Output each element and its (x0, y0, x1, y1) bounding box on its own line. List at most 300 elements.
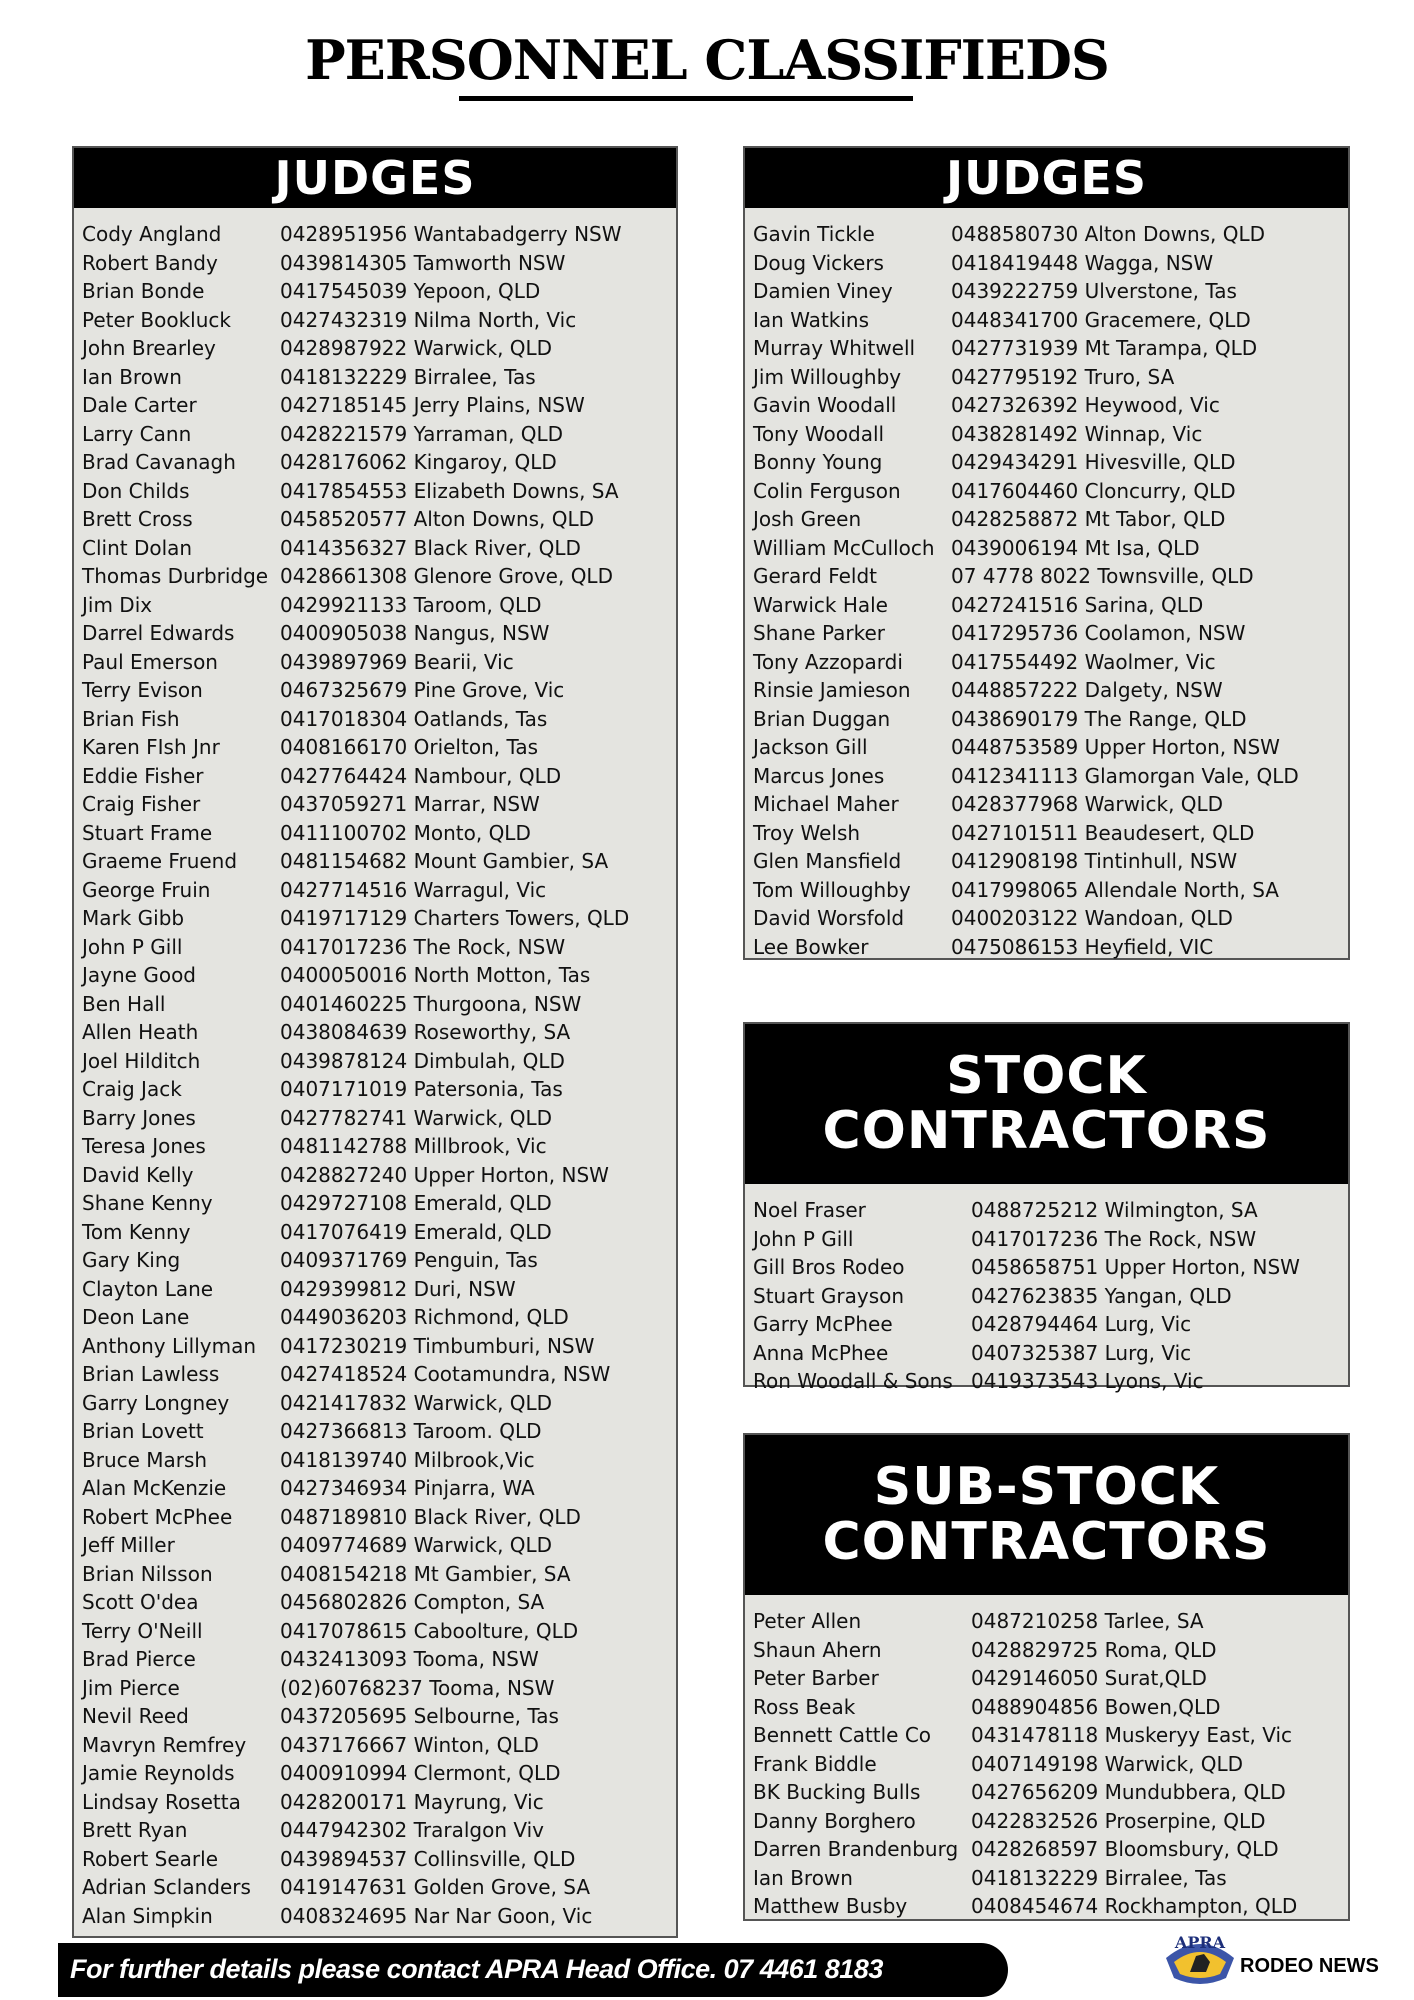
contact-name: Teresa Jones (82, 1134, 206, 1159)
contact-phone-location: 0429399812 Duri, NSW (280, 1276, 516, 1301)
contact-phone-location: 0428221579 Yarraman, QLD (280, 421, 564, 446)
contact-name: Ron Woodall & Sons (753, 1369, 953, 1394)
list-item (74, 648, 676, 677)
contact-phone-location: 0427101511 Beaudesert, QLD (951, 820, 1255, 845)
list-item (745, 733, 1348, 762)
page-title: PERSONNEL CLASSIFIEDS (305, 28, 1109, 92)
list-item (74, 676, 676, 705)
contact-name: Peter Bookluck (82, 307, 231, 332)
contact-name: Brian Fish (82, 706, 180, 731)
contact-name: Jamie Reynolds (82, 1761, 235, 1786)
contact-name: Stuart Grayson (753, 1283, 905, 1308)
contact-name: Paul Emerson (82, 649, 218, 674)
contact-name: Tom Willoughby (753, 877, 911, 902)
contact-name: Dale Carter (82, 393, 197, 418)
contact-phone-location: 0427731939 Mt Tarampa, QLD (951, 336, 1258, 361)
contact-name: Eddie Fisher (82, 763, 204, 788)
list-item (74, 1788, 676, 1817)
contact-phone-location: 0437059271 Marrar, NSW (280, 792, 540, 817)
contact-phone-location: 0439894537 Collinsville, QLD (280, 1846, 576, 1871)
list-item (745, 277, 1348, 306)
contact-name: Shaun Ahern (753, 1637, 882, 1662)
contact-phone-location: 0417554492 Waolmer, Vic (951, 649, 1216, 674)
list-item (745, 1864, 1348, 1893)
contact-name: Rinsie Jamieson (753, 678, 911, 703)
list-item (745, 819, 1348, 848)
contact-name: Stuart Frame (82, 820, 213, 845)
list-item (74, 1018, 676, 1047)
contact-name: Garry Longney (82, 1390, 230, 1415)
contact-name: Jim Pierce (82, 1675, 180, 1700)
contact-name: Brian Nilsson (82, 1561, 213, 1586)
contact-name: Brian Lovett (82, 1419, 204, 1444)
contact-name: Brett Cross (82, 507, 193, 532)
list-item (74, 847, 676, 876)
list-item (74, 1731, 676, 1760)
contact-name: Terry O'Neill (82, 1618, 203, 1643)
contact-name: Anna McPhee (753, 1340, 889, 1365)
list-item (745, 1750, 1348, 1779)
list-item (745, 1807, 1348, 1836)
contact-name: Jim Dix (82, 592, 153, 617)
contact-name: Jackson Gill (753, 735, 868, 760)
contact-phone-location: 0411100702 Monto, QLD (280, 820, 531, 845)
contact-name: Cody Angland (82, 222, 222, 247)
contact-phone-location: 0481154682 Mount Gambier, SA (280, 849, 609, 874)
contact-name: Doug Vickers (753, 250, 884, 275)
contact-phone-location: 0427418524 Cootamundra, NSW (280, 1362, 611, 1387)
rodeo-news-brand: RODEO NEWS (1240, 1955, 1379, 1977)
contact-name: Mark Gibb (82, 906, 185, 931)
sub-stock-contractors-list (745, 1595, 1348, 1921)
contact-phone-location: 0400203122 Wandoan, QLD (951, 906, 1233, 931)
contact-name: Garry McPhee (753, 1312, 893, 1337)
list-item (745, 1892, 1348, 1921)
list-item (745, 220, 1348, 249)
contact-phone-location: 0417017236 The Rock, NSW (971, 1226, 1257, 1251)
contact-phone-location: 0458658751 Upper Horton, NSW (971, 1255, 1300, 1280)
contact-name: Michael Maher (753, 792, 899, 817)
list-item (745, 1225, 1348, 1254)
contact-phone-location: 0401460225 Thurgoona, NSW (280, 991, 582, 1016)
contact-name: Colin Ferguson (753, 478, 901, 503)
apra-logo-icon (1160, 1928, 1240, 1992)
list-item (745, 391, 1348, 420)
contact-phone-location: 0418132229 Birralee, Tas (971, 1865, 1227, 1890)
contact-phone-location: 0428829725 Roma, QLD (971, 1637, 1217, 1662)
contact-name: Don Childs (82, 478, 190, 503)
list-item (74, 1189, 676, 1218)
contact-phone-location: 0487210258 Tarlee, SA (971, 1609, 1204, 1634)
contact-name: Brad Cavanagh (82, 450, 236, 475)
list-item (745, 477, 1348, 506)
contact-phone-location: 0488580730 Alton Downs, QLD (951, 222, 1266, 247)
contact-name: Brian Bonde (82, 279, 205, 304)
contact-name: Karen FIsh Jnr (82, 735, 220, 760)
contact-phone-location: 0437205695 Selbourne, Tas (280, 1704, 559, 1729)
contact-phone-location: 0428176062 Kingaroy, QLD (280, 450, 557, 475)
list-item (74, 420, 676, 449)
contact-name: Ian Watkins (753, 307, 870, 332)
contact-phone-location: 0417078615 Caboolture, QLD (280, 1618, 579, 1643)
list-item (745, 420, 1348, 449)
contact-phone-location: 0418132229 Birralee, Tas (280, 364, 536, 389)
contact-phone-location: 0439006194 Mt Isa, QLD (951, 535, 1200, 560)
list-item (745, 933, 1348, 962)
list-item (745, 1253, 1348, 1282)
contact-name: Nevil Reed (82, 1704, 189, 1729)
contact-name: John P Gill (82, 934, 183, 959)
list-item (745, 1664, 1348, 1693)
contact-phone-location: 07 4778 8022 Townsville, QLD (951, 564, 1254, 589)
contact-name: Matthew Busby (753, 1894, 908, 1919)
list-item (745, 249, 1348, 278)
list-item (74, 1246, 676, 1275)
contact-name: Robert Searle (82, 1846, 218, 1871)
list-item (74, 1360, 676, 1389)
contact-phone-location: 0407325387 Lurg, Vic (971, 1340, 1192, 1365)
contact-phone-location: 0412908198 Tintinhull, NSW (951, 849, 1238, 874)
contact-phone-location: 0438281492 Winnap, Vic (951, 421, 1203, 446)
contact-phone-location: 0487189810 Black River, QLD (280, 1504, 581, 1529)
list-item (74, 1617, 676, 1646)
list-item (745, 306, 1348, 335)
contact-name: Clint Dolan (82, 535, 193, 560)
contact-name: Lee Bowker (753, 934, 869, 959)
contact-name: Shane Kenny (82, 1191, 213, 1216)
contact-phone-location: 0427366813 Taroom. QLD (280, 1419, 542, 1444)
contact-name: Jeff Miller (82, 1533, 175, 1558)
list-item (74, 1474, 676, 1503)
list-item (74, 1161, 676, 1190)
judges-left-panel (72, 146, 678, 1938)
contact-name: Brian Duggan (753, 706, 891, 731)
contact-phone-location: 0447942302 Traralgon Viv (280, 1818, 544, 1843)
contact-name: Frank Biddle (753, 1751, 877, 1776)
list-item (745, 847, 1348, 876)
contact-name: Danny Borghero (753, 1808, 916, 1833)
list-item (74, 1047, 676, 1076)
list-item (74, 391, 676, 420)
contact-name: Craig Jack (82, 1077, 182, 1102)
contact-name: John Brearley (82, 336, 216, 361)
contact-phone-location: 0427623835 Yangan, QLD (971, 1283, 1232, 1308)
contact-phone-location: 0427241516 Sarina, QLD (951, 592, 1204, 617)
sub-stock-contractors-heading-line1: SUB-STOCK (873, 1457, 1220, 1518)
list-item (745, 904, 1348, 933)
contact-phone-location: 0419147631 Golden Grove, SA (280, 1875, 591, 1900)
list-item (74, 1332, 676, 1361)
list-item (74, 790, 676, 819)
contact-phone-location: 0427764424 Nambour, QLD (280, 763, 562, 788)
contact-name: Darrel Edwards (82, 621, 235, 646)
contact-name: Larry Cann (82, 421, 192, 446)
contact-phone-location: 0449036203 Richmond, QLD (280, 1305, 569, 1330)
contact-phone-location: 0418419448 Wagga, NSW (951, 250, 1214, 275)
list-item (74, 1560, 676, 1589)
contact-name: Gill Bros Rodeo (753, 1255, 905, 1280)
contact-name: Graeme Fruend (82, 849, 238, 874)
stock-contractors-heading (745, 1024, 1348, 1184)
contact-phone-location: 0407149198 Warwick, QLD (971, 1751, 1244, 1776)
list-item (74, 1702, 676, 1731)
list-item (74, 562, 676, 591)
contact-name: Warwick Hale (753, 592, 888, 617)
contact-phone-location: 0475086153 Heyfield, VIC (951, 934, 1214, 959)
contact-name: Tom Kenny (82, 1219, 191, 1244)
list-item (74, 220, 676, 249)
contact-name: Glen Mansfield (753, 849, 902, 874)
list-item (745, 1636, 1348, 1665)
contact-phone-location: 0439878124 Dimbulah, QLD (280, 1048, 565, 1073)
contact-phone-location: 0417018304 Oatlands, Tas (280, 706, 548, 731)
sub-stock-contractors-heading (745, 1435, 1348, 1595)
contact-name: Murray Whitwell (753, 336, 916, 361)
stock-contractors-heading-line2: CONTRACTORS (822, 1101, 1271, 1161)
list-item (74, 505, 676, 534)
contact-name: Troy Welsh (753, 820, 861, 845)
contact-phone-location: 0458520577 Alton Downs, QLD (280, 507, 595, 532)
contact-name: Anthony Lillyman (82, 1333, 257, 1358)
list-item (74, 1218, 676, 1247)
contact-phone-location: 0417545039 Yepoon, QLD (280, 279, 541, 304)
title-underline (459, 96, 913, 101)
contact-name: Gary King (82, 1248, 181, 1273)
contact-name: Lindsay Rosetta (82, 1789, 241, 1814)
contact-phone-location: 0418139740 Milbrook,Vic (280, 1447, 535, 1472)
contact-phone-location: 0428200171 Mayrung, Vic (280, 1789, 544, 1814)
stock-contractors-heading-line1: STOCK (946, 1046, 1147, 1107)
contact-phone-location: 0431478118 Muskeryy East, Vic (971, 1723, 1293, 1748)
contact-phone-location: 0427326392 Heywood, Vic (951, 393, 1220, 418)
list-item (74, 334, 676, 363)
list-item (74, 277, 676, 306)
list-item (74, 1588, 676, 1617)
contact-name: Josh Green (753, 507, 862, 532)
contact-name: Marcus Jones (753, 763, 885, 788)
list-item (745, 505, 1348, 534)
judges-left-list (74, 208, 676, 1930)
contact-name: Tony Azzopardi (753, 649, 903, 674)
contact-name: John P Gill (753, 1226, 854, 1251)
list-item (74, 990, 676, 1019)
list-item (74, 1531, 676, 1560)
contact-phone-location: 0412341113 Glamorgan Vale, QLD (951, 763, 1299, 788)
contact-name: Robert McPhee (82, 1504, 233, 1529)
contact-phone-location: 0429727108 Emerald, QLD (280, 1191, 552, 1216)
list-item (745, 1607, 1348, 1636)
list-item (74, 705, 676, 734)
contact-name: Joel Hilditch (82, 1048, 201, 1073)
contact-name: Bruce Marsh (82, 1447, 208, 1472)
contact-phone-location: 0408154218 Mt Gambier, SA (280, 1561, 571, 1586)
list-item (74, 619, 676, 648)
list-item (745, 1310, 1348, 1339)
list-item (745, 648, 1348, 677)
list-item (74, 1674, 676, 1703)
contact-phone-location: 0448341700 Gracemere, QLD (951, 307, 1251, 332)
contact-phone-location: 0488904856 Bowen,QLD (971, 1694, 1221, 1719)
contact-phone-location: 0437176667 Winton, QLD (280, 1732, 539, 1757)
list-item (745, 676, 1348, 705)
contact-phone-location: 0429921133 Taroom, QLD (280, 592, 542, 617)
list-item (74, 1902, 676, 1931)
contact-phone-location: 0448857222 Dalgety, NSW (951, 678, 1223, 703)
contact-phone-location: 0417998065 Allendale North, SA (951, 877, 1279, 902)
contact-phone-location: 0427432319 Nilma North, Vic (280, 307, 577, 332)
contact-name: Alan McKenzie (82, 1476, 227, 1501)
contact-name: Peter Barber (753, 1666, 879, 1691)
contact-phone-location: 0419717129 Charters Towers, QLD (280, 906, 630, 931)
list-item (74, 733, 676, 762)
contact-phone-location: 0408324695 Nar Nar Goon, Vic (280, 1903, 593, 1928)
list-item (745, 1367, 1348, 1396)
contact-phone-location: 0427656209 Mundubbera, QLD (971, 1780, 1286, 1805)
contact-name: Ross Beak (753, 1694, 856, 1719)
list-item (74, 1503, 676, 1532)
contact-phone-location: 0428951956 Wantabadgerry NSW (280, 222, 622, 247)
contact-phone-location: 0400910994 Clermont, QLD (280, 1761, 561, 1786)
list-item (74, 1446, 676, 1475)
contact-phone-location: 0429146050 Surat,QLD (971, 1666, 1207, 1691)
contact-phone-location: 0448753589 Upper Horton, NSW (951, 735, 1280, 760)
list-item (745, 1196, 1348, 1225)
contact-phone-location: 0428827240 Upper Horton, NSW (280, 1162, 609, 1187)
list-item (745, 1835, 1348, 1864)
contact-phone-location: 0427346934 Pinjarra, WA (280, 1476, 535, 1501)
list-item (74, 1645, 676, 1674)
contact-name: Tony Woodall (753, 421, 885, 446)
sub-stock-contractors-panel (743, 1433, 1350, 1921)
list-item (745, 705, 1348, 734)
contact-name: Ian Brown (753, 1865, 853, 1890)
contact-phone-location: 0417017236 The Rock, NSW (280, 934, 566, 959)
footer-contact-text: For further details please contact APRA Head Office. 07 4461 8183 (70, 1954, 883, 1984)
contact-phone-location: 0427185145 Jerry Plains, NSW (280, 393, 585, 418)
contact-phone-location: 0417295736 Coolamon, NSW (951, 621, 1246, 646)
contact-phone-location: 0427714516 Warragul, Vic (280, 877, 547, 902)
list-item (745, 1282, 1348, 1311)
contact-phone-location: 0439814305 Tamworth NSW (280, 250, 566, 275)
contact-phone-location: (02)60768237 Tooma, NSW (280, 1675, 555, 1700)
contact-phone-location: 0417604460 Cloncurry, QLD (951, 478, 1236, 503)
contact-name: Jayne Good (82, 963, 196, 988)
contact-name: Gavin Woodall (753, 393, 897, 418)
contact-phone-location: 0429434291 Hivesville, QLD (951, 450, 1236, 475)
contact-phone-location: 0428661308 Glenore Grove, QLD (280, 564, 613, 589)
contact-phone-location: 0414356327 Black River, QLD (280, 535, 581, 560)
contact-name: Brett Ryan (82, 1818, 188, 1843)
contact-name: Brad Pierce (82, 1647, 196, 1672)
list-item (74, 591, 676, 620)
list-item (745, 591, 1348, 620)
list-item (74, 1816, 676, 1845)
contact-name: Bennett Cattle Co (753, 1723, 932, 1748)
list-item (74, 1845, 676, 1874)
list-item (74, 448, 676, 477)
contact-phone-location: 0409371769 Penguin, Tas (280, 1248, 538, 1273)
contact-phone-location: 0409774689 Warwick, QLD (280, 1533, 553, 1558)
stock-contractors-list (745, 1184, 1348, 1396)
list-item (74, 1132, 676, 1161)
contact-phone-location: 0421417832 Warwick, QLD (280, 1390, 553, 1415)
contact-phone-location: 0432413093 Tooma, NSW (280, 1647, 539, 1672)
list-item (74, 819, 676, 848)
list-item (745, 762, 1348, 791)
list-item (745, 1339, 1348, 1368)
contact-name: Noel Fraser (753, 1198, 866, 1223)
list-item (74, 1873, 676, 1902)
judges-right-heading: JUDGES (745, 148, 1348, 208)
list-item (745, 876, 1348, 905)
contact-phone-location: 0428268597 Bloomsbury, QLD (971, 1837, 1279, 1862)
list-item (745, 619, 1348, 648)
contact-name: Gavin Tickle (753, 222, 875, 247)
contact-name: Robert Bandy (82, 250, 218, 275)
contact-phone-location: 0422832526 Proserpine, QLD (971, 1808, 1266, 1833)
list-item (745, 363, 1348, 392)
contact-name: David Worsfold (753, 906, 905, 931)
list-item (74, 1104, 676, 1133)
contact-phone-location: 0427795192 Truro, SA (951, 364, 1175, 389)
list-item (74, 1075, 676, 1104)
list-item (745, 562, 1348, 591)
judges-right-panel (743, 146, 1350, 960)
contact-name: Bonny Young (753, 450, 883, 475)
judges-right-list (745, 208, 1348, 961)
list-item (74, 1759, 676, 1788)
list-item (74, 933, 676, 962)
contact-name: Gerard Feldt (753, 564, 878, 589)
contact-phone-location: 0467325679 Pine Grove, Vic (280, 678, 565, 703)
contact-name: Clayton Lane (82, 1276, 214, 1301)
contact-name: Alan Simpkin (82, 1903, 213, 1928)
list-item (74, 534, 676, 563)
contact-name: Barry Jones (82, 1105, 196, 1130)
list-item (745, 334, 1348, 363)
contact-name: Shane Parker (753, 621, 886, 646)
list-item (74, 876, 676, 905)
contact-name: Adrian Sclanders (82, 1875, 251, 1900)
list-item (74, 1275, 676, 1304)
contact-phone-location: 0456802826 Compton, SA (280, 1590, 545, 1615)
contact-phone-location: 0419373543 Lyons, Vic (971, 1369, 1204, 1394)
contact-phone-location: 0427782741 Warwick, QLD (280, 1105, 553, 1130)
contact-phone-location: 0408166170 Orielton, Tas (280, 735, 539, 760)
contact-name: Damien Viney (753, 279, 893, 304)
contact-name: Brian Lawless (82, 1362, 220, 1387)
contact-phone-location: 0438690179 The Range, QLD (951, 706, 1247, 731)
contact-phone-location: 0408454674 Rockhampton, QLD (971, 1894, 1298, 1919)
contact-name: David Kelly (82, 1162, 194, 1187)
list-item (74, 1303, 676, 1332)
contact-name: Scott O'dea (82, 1590, 199, 1615)
judges-left-heading: JUDGES (74, 148, 676, 208)
contact-phone-location: 0417854553 Elizabeth Downs, SA (280, 478, 619, 503)
svg-text:APRA: APRA (1174, 1933, 1226, 1952)
list-item (745, 790, 1348, 819)
list-item (74, 1389, 676, 1418)
contact-phone-location: 0488725212 Wilmington, SA (971, 1198, 1258, 1223)
contact-phone-location: 0400905038 Nangus, NSW (280, 621, 550, 646)
contact-phone-location: 0407171019 Patersonia, Tas (280, 1077, 563, 1102)
contact-phone-location: 0428377968 Warwick, QLD (951, 792, 1224, 817)
contact-name: Terry Evison (82, 678, 203, 703)
contact-phone-location: 0428258872 Mt Tabor, QLD (951, 507, 1226, 532)
contact-name: Jim Willoughby (753, 364, 902, 389)
list-item (74, 306, 676, 335)
contact-phone-location: 0439897969 Bearii, Vic (280, 649, 514, 674)
